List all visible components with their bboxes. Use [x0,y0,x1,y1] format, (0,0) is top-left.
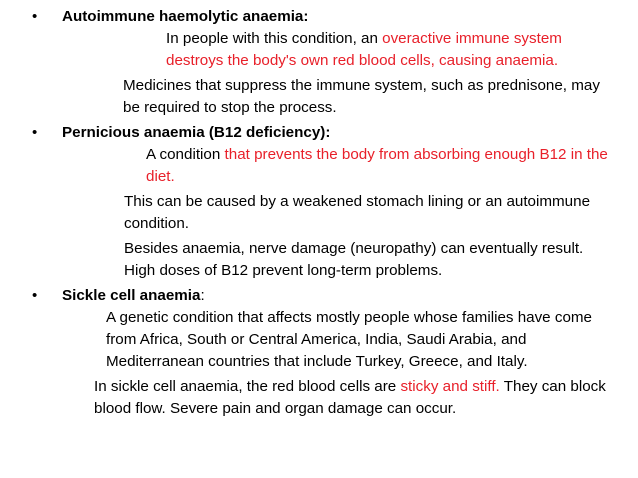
heading-text: Sickle cell anaemia [62,287,201,304]
paragraph [62,144,612,188]
section-autoimmune [32,6,612,119]
slide-content [32,6,612,423]
paragraph-text: In sickle cell anaemia, the red blood cells are [94,378,401,395]
section-heading [62,285,612,307]
highlighted-text: that prevents the body from absorbing enough B12 in the diet. [146,146,608,185]
bullet-icon: • [32,287,38,304]
section-heading: Autoimmune haemolytic anaemia: [62,8,309,25]
paragraph: A genetic condition that affects mostly people whose families have come from Africa, South or Central America, India, Saudi Arabia, and Mediterranean countries that include Turkey, Greece, and Italy. [106,309,592,370]
heading-colon: : [200,287,205,304]
bullet-icon: • [32,8,38,25]
section-pernicious [32,122,612,282]
paragraph: Medicines that suppress the immune system, such as prednisone, may be required to stop the process. [123,77,600,116]
bullet-icon: • [32,124,38,141]
paragraph-text: They can block blood flow. Severe pain and organ damage can occur. [94,378,606,417]
section-heading: Pernicious anaemia (B12 deficiency): [62,124,331,141]
section-sickle-cell [32,285,612,420]
highlighted-text: overactive immune system destroys the body's own red blood cells, causing anaemia. [166,30,562,69]
paragraph: This can be caused by a weakened stomach lining or an autoimmune condition. [124,193,591,232]
paragraph-text: A condition [146,146,225,163]
paragraph [62,28,612,72]
paragraph: Besides anaemia, nerve damage (neuropathy) can eventually result. High doses of B12 prevent long-term problems. [124,240,584,279]
paragraph-text: In people with this condition, an [166,30,383,47]
paragraph [62,376,612,420]
highlighted-text: sticky and stiff. [400,378,500,395]
